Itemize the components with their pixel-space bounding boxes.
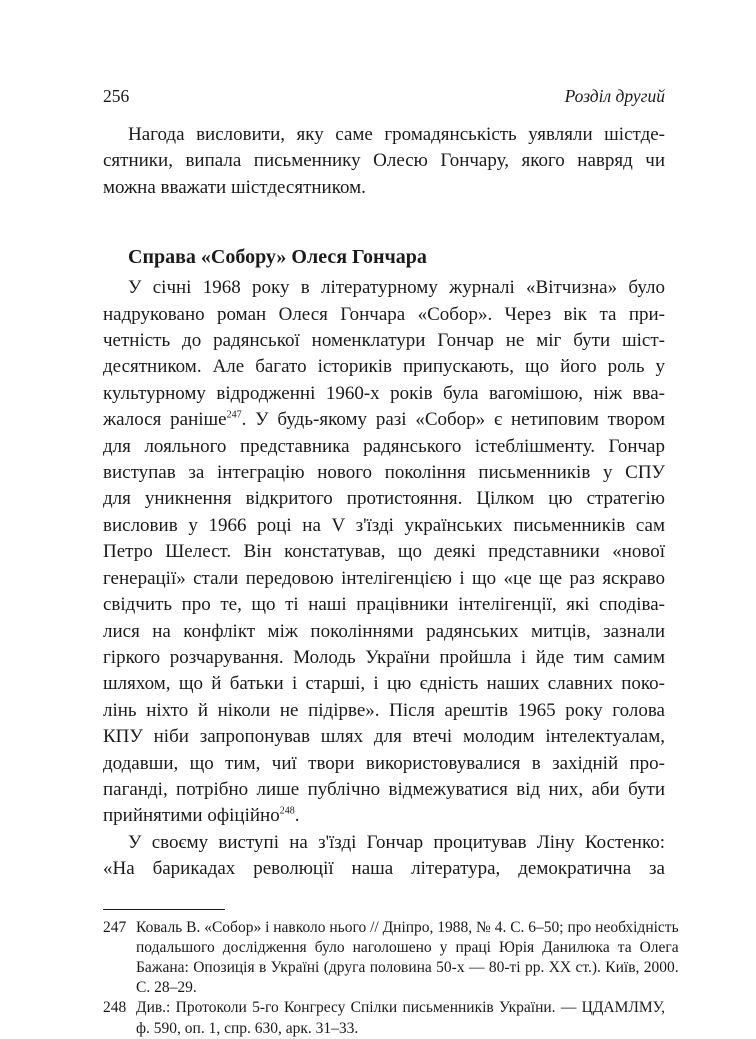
paragraph-main xyxy=(103,275,665,830)
section-title: Справа «Собору» Олеся Гончара xyxy=(128,246,427,269)
footnote-text xyxy=(136,998,665,1038)
paragraph-intro xyxy=(103,122,665,201)
text-line: висловив у 1966 році на V з'їзді українських письменників сам xyxy=(103,514,665,536)
text-line: для лояльного представника радянського істеблішменту. Гончар xyxy=(103,435,665,457)
page-header xyxy=(103,86,665,110)
text-line: шляхом, що й батьки і старші, і цю єдність наших славних поко- xyxy=(103,673,665,695)
footnote-text xyxy=(136,918,679,999)
footnote-line: Коваль В. «Собор» і навколо нього // Дніпро, 1988, № 4. С. 6–50; про необхідність xyxy=(136,918,679,936)
text-line: додавши, що тим, чиї твори використовувалися в західній про- xyxy=(103,752,665,774)
text-fragment: . У будь-якому разі «Собор» є нетиповим твором xyxy=(241,409,665,431)
text-line: лися на конфлікт між поколіннями радянських митців, зазнали xyxy=(103,620,665,642)
footnotes xyxy=(103,918,679,1039)
text-line-with-ref xyxy=(103,803,665,829)
footnote-248 xyxy=(103,998,665,1038)
footnote-ref-247[interactable]: 247 xyxy=(226,409,242,421)
footnote-247 xyxy=(103,918,679,999)
text-line: У січні 1968 року в літературному журналі «Вітчизна» було xyxy=(128,277,665,299)
footnote-line: С. 28–29. xyxy=(136,979,197,997)
text-line: свідчить про те, що ті наші працівники інтелігенції, які сподіва- xyxy=(103,594,665,616)
text-line: КПУ ніби запропонував шлях для втечі молодим інтелектуалам, xyxy=(103,726,665,748)
footnote-line: подальшого дослідження було наголошено у праці Юрія Данилюка та Олега xyxy=(136,938,679,956)
text-line: «На барикадах революції наша література, демократична за xyxy=(103,858,665,880)
text-line: можна вважати шістдесятником. xyxy=(103,176,366,198)
text-line: лінь ніхто й ніколи не підірве». Після арештів 1965 року голова xyxy=(103,699,665,721)
text-line: гіркого розчарування. Молодь України пройшла і йде тим самим xyxy=(103,646,665,668)
footnote-number: 247 xyxy=(103,918,127,936)
text-line: надруковано роман Олеся Гончара «Собор». Через вік та при- xyxy=(103,303,665,325)
text-line: культурному відродженні 1960-х років була вагомішою, ніж вва- xyxy=(103,382,665,404)
text-fragment: прийнятими офіційно xyxy=(103,805,280,827)
text-line: Нагода висловити, яку саме громадянськість уявляли шістде- xyxy=(128,124,665,145)
running-head: Розділ другий xyxy=(564,86,665,106)
text-line: паганді, потрібно лише публічно відмежуватися від них, аби бути xyxy=(103,778,665,800)
text-line: десятником. Але багато істориків припускають, що його роль у xyxy=(103,356,665,378)
text-fragment: жалося раніше xyxy=(103,409,227,431)
footnote-line: Бажана: Опозиція в Україні (друга половина 50-х — 80-ті рр. XX ст.). Київ, 2000. xyxy=(136,958,679,976)
text-fragment: . xyxy=(294,805,300,827)
paragraph-quote xyxy=(103,830,665,883)
page-number: 256 xyxy=(103,86,130,106)
text-line: У своєму виступі на з'їзді Гончар процитував Ліну Костенко: xyxy=(128,831,665,853)
footnote-ref-248[interactable]: 248 xyxy=(279,806,295,818)
footnote-line: Див.: Протоколи 5-го Конгресу Спілки письменників України. — ЦДАМЛМУ, xyxy=(136,999,665,1017)
footnote-number: 248 xyxy=(103,999,127,1017)
text-line: четність до радянської номенклатури Гончар не міг бути шіст- xyxy=(103,330,665,352)
text-line: Петро Шелест. Він констатував, що деякі представники «нової xyxy=(103,541,665,563)
footnote-line: ф. 590, оп. 1, спр. 630, арк. 31–33. xyxy=(136,1019,359,1037)
text-line: генерації» стали передовою інтелігенцією і що «це ще раз яскраво xyxy=(103,567,665,589)
text-line: сятники, випала письменнику Олесю Гончару, якого навряд чи xyxy=(103,150,665,172)
text-line: для уникнення відкритого протистояння. Цілком цю стратегію xyxy=(103,488,665,510)
text-line-with-ref xyxy=(103,407,665,433)
book-page xyxy=(103,86,679,1039)
footnote-divider xyxy=(103,909,225,910)
text-line: виступав за інтеграцію нового покоління письменників у СПУ xyxy=(103,462,665,484)
